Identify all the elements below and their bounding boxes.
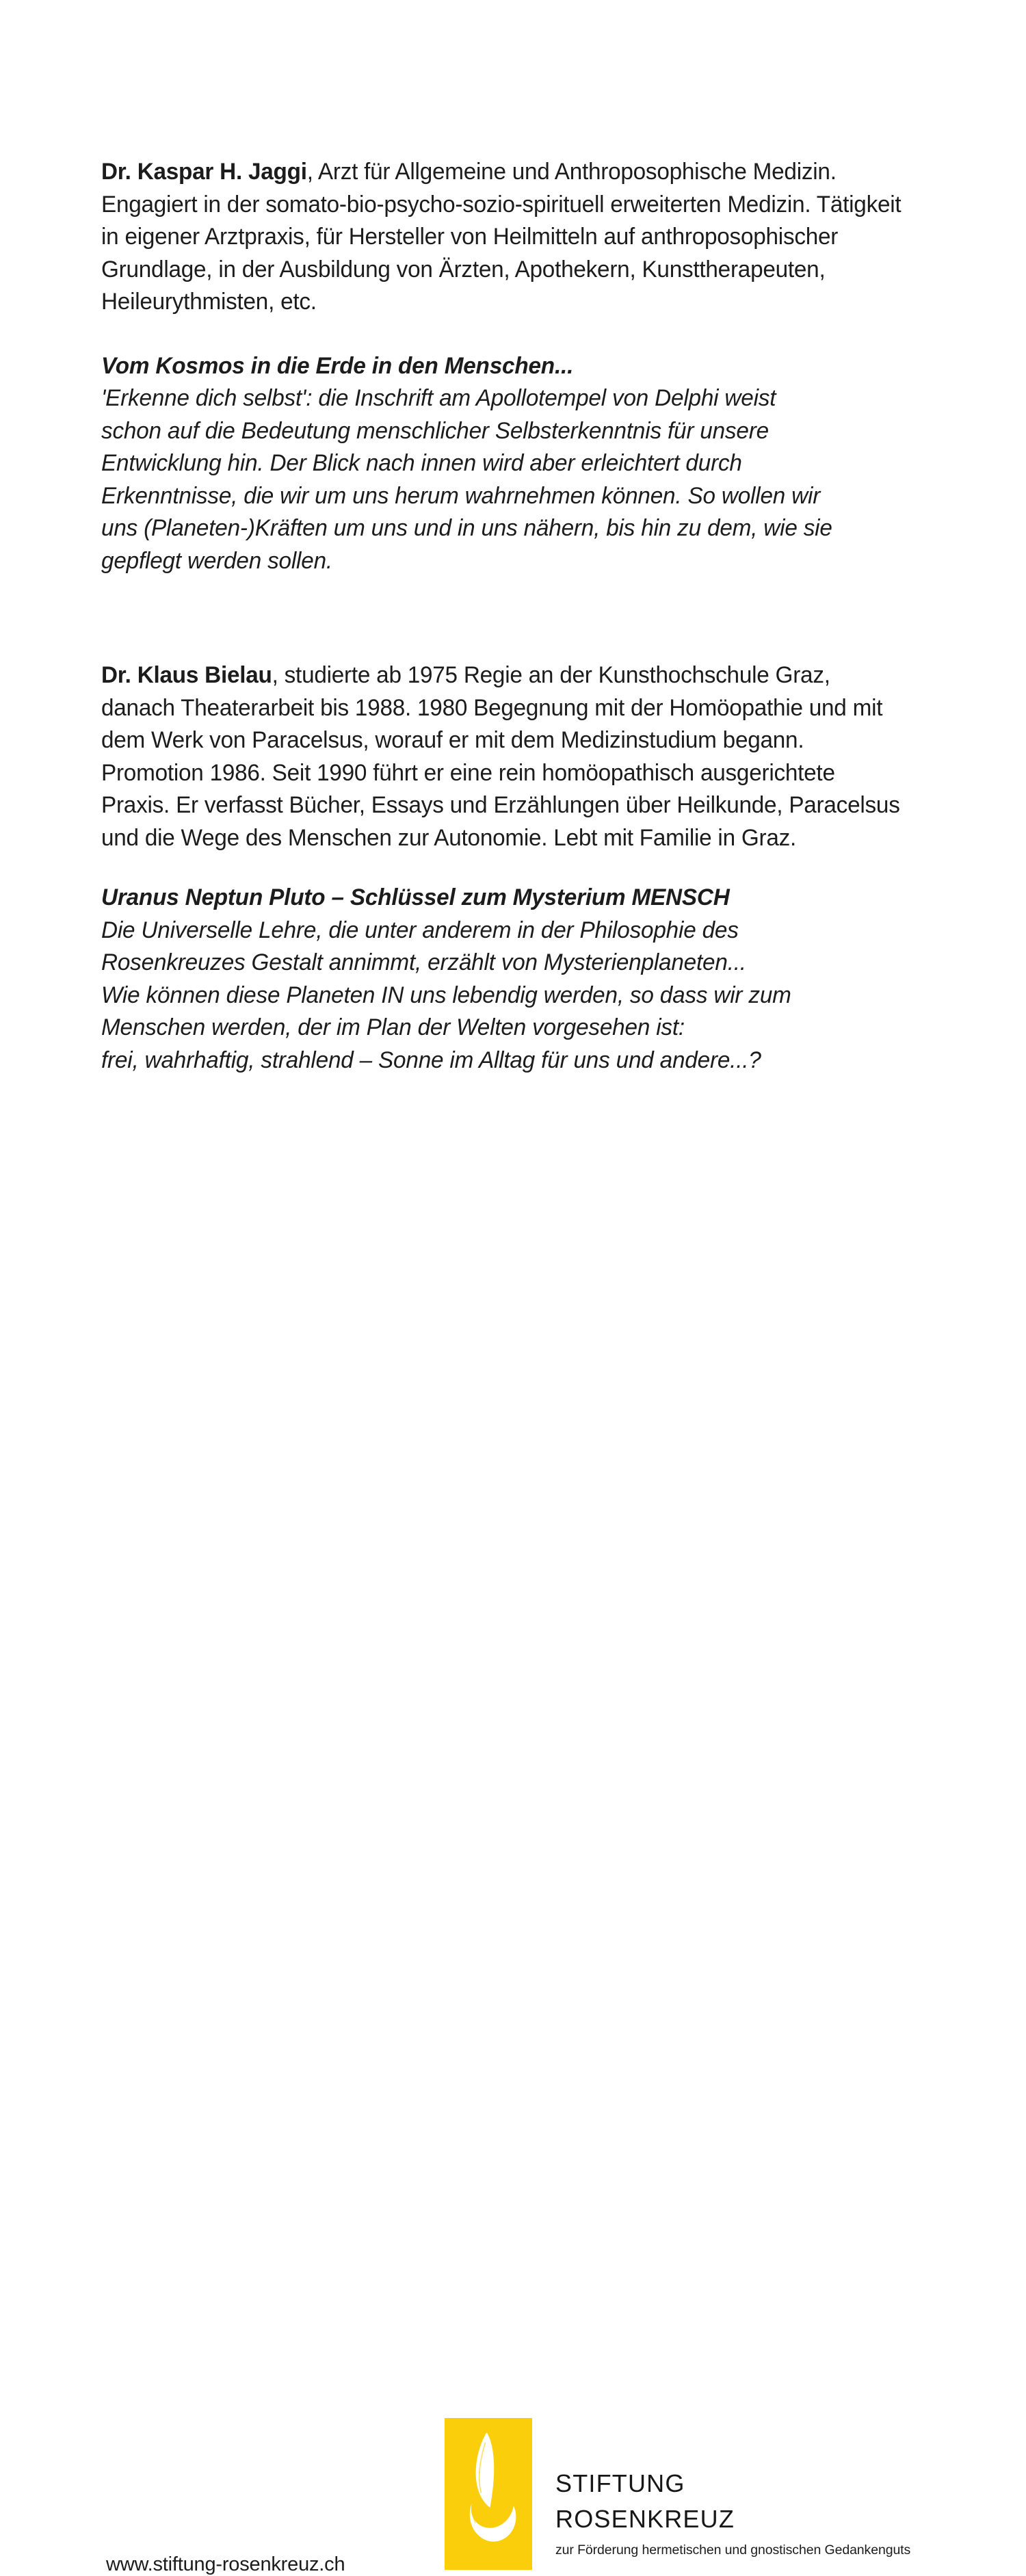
talk-block-jaggi: [101, 350, 906, 578]
document-body: [101, 156, 936, 1077]
talk-block-bielau: [101, 882, 906, 1077]
talk-line: uns (Planeten-)Kräften um uns und in uns nähern, bis hin zu dem, wie sie: [101, 515, 832, 541]
bio-paragraph-bielau: [101, 659, 906, 854]
logo-line-stiftung: STIFTUNG: [555, 2469, 685, 2497]
logo-tagline: zur Förderung hermetischen und gnostischen Gedankenguts: [555, 2542, 911, 2558]
talk-line: Entwicklung hin. Der Blick nach innen wird aber erleichtert durch: [101, 450, 742, 476]
spacer: [101, 854, 936, 882]
stiftung-rosenkreuz-logo-mark: [445, 2418, 532, 2570]
logo-wordmark: [555, 2466, 938, 2558]
logo-line-rosenkreuz: ROSENKREUZ: [555, 2505, 735, 2533]
spacer: [101, 319, 936, 350]
bio-paragraph-jaggi: [101, 156, 906, 319]
bio-text-jaggi: , Arzt für Allgemeine und Anthroposophische Medizin. Engagiert in der somato-bio-psycho-sozio-spirituell erweiterten Medizin. Tätigkeit in eigener Arztpraxis, für Hersteller von Heilmitteln auf anthroposophischer Grundlage, in der Ausbildung von Ärzten, Apothekern, Kunsttherapeuten, Heileurythmisten, etc.: [101, 159, 902, 315]
talk-line: schon auf die Bedeutung menschlicher Selbsterkenntnis für unsere: [101, 417, 769, 444]
bio-text-bielau: , studierte ab 1975 Regie an der Kunsthochschule Graz, danach Theaterarbeit bis 1988. 1980 Begegnung mit der Homöopathie und mit dem Werk von Paracelsus, worauf er mit dem Medizinstudium begann. Promotion 1986. Seit 1990 führt er eine rein homöopathisch ausgerichtete Praxis. Er verfasst Bücher, Essays und Erzählungen über Heilkunde, Paracelsus und die Wege des Menschen zur Autonomie. Lebt mit Familie in Graz.: [101, 662, 900, 851]
talk-line: Die Universelle Lehre, die unter anderem in der Philosophie des: [101, 917, 739, 943]
talk-title-jaggi: Vom Kosmos in die Erde in den Menschen...: [101, 352, 574, 379]
talk-line: Rosenkreuzes Gestalt annimmt, erzählt von Mysterienplaneten...: [101, 949, 746, 975]
bio-name-jaggi: Dr. Kaspar H. Jaggi: [101, 159, 307, 185]
talk-line: Wie können diese Planeten IN uns lebendig werden, so dass wir zum: [101, 982, 791, 1008]
talk-line: gepflegt werden sollen.: [101, 547, 332, 574]
talk-line: frei, wahrhaftig, strahlend – Sonne im Alltag für uns und andere...?: [101, 1047, 761, 1073]
spacer: [101, 577, 936, 659]
talk-title-bielau: Uranus Neptun Pluto – Schlüssel zum Mysterium MENSCH: [101, 884, 730, 910]
website-url[interactable]: www.stiftung-rosenkreuz.ch: [106, 2553, 345, 2575]
talk-line: Menschen werden, der im Plan der Welten vorgesehen ist:: [101, 1014, 685, 1040]
page-footer: [0, 1204, 1026, 2575]
bio-name-bielau: Dr. Klaus Bielau: [101, 662, 272, 688]
talk-line: 'Erkenne dich selbst': die Inschrift am Apollotempel von Delphi weist: [101, 385, 776, 411]
talk-line: Erkenntnisse, die wir um uns herum wahrnehmen können. So wollen wir: [101, 482, 821, 509]
